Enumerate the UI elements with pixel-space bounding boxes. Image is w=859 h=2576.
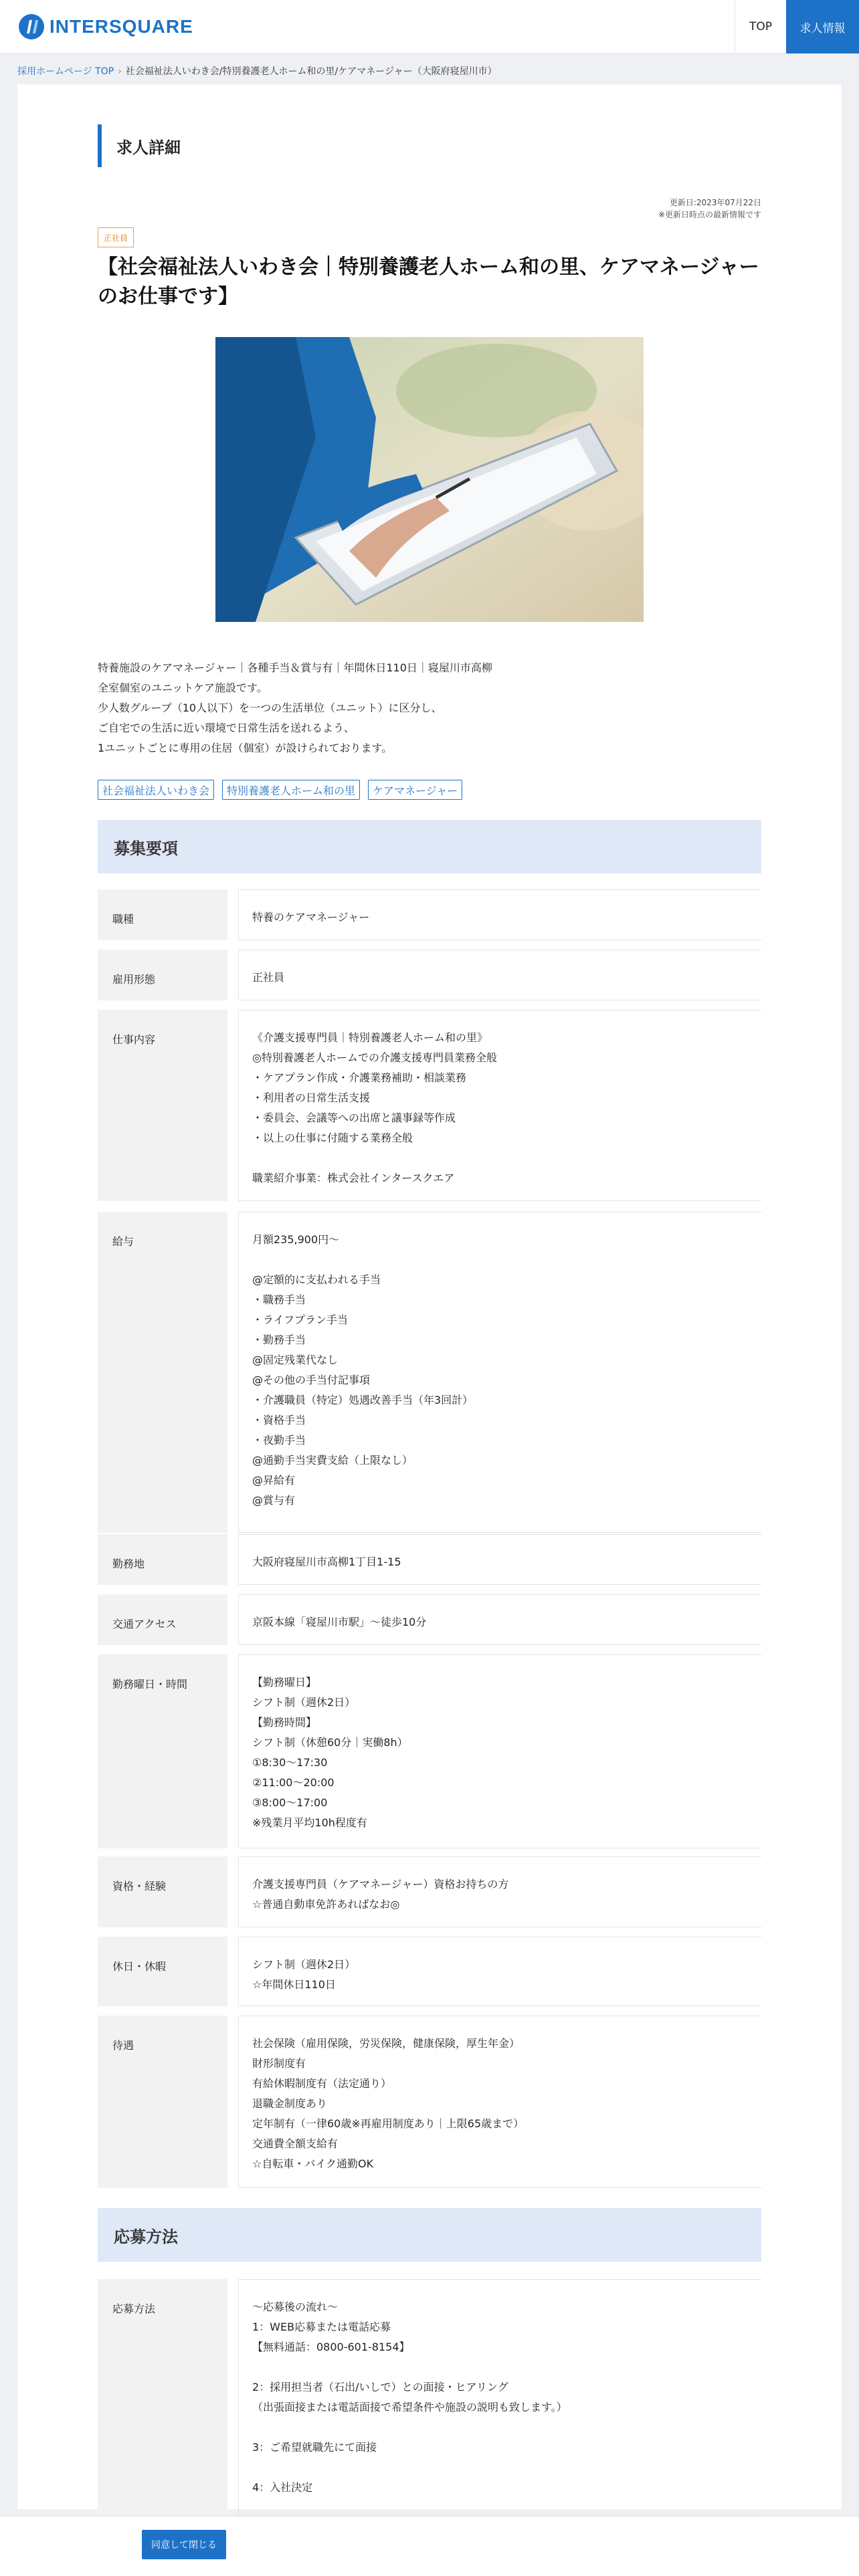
row-label: 勤務地 (98, 1534, 227, 1585)
row-value: 【勤務曜日】 シフト制（週休2日） 【勤務時間】 シフト制（休憩60分｜実働8h） ①8:30〜17:30 ②11:00〜20:00 ③8:00〜17:00 ※残業月平均10h程度有 (238, 1654, 761, 1848)
job-tags (98, 780, 462, 800)
summary-line: ご自宅での生活に近い環境で日常生活を送れるよう、 (98, 722, 355, 734)
nav-jobs-link[interactable]: 求人情報 (786, 0, 859, 53)
row-value: 京阪本線「寝屋川市駅」〜徒歩10分 (238, 1594, 761, 1645)
detail-row-job-description (98, 1010, 761, 1201)
row-value: 月額235,900円〜 @定額的に支払われる手当 ・職務手当 ・ライフプラン手当 ・勤務手当 @固定残業代なし @その他の手当付記事項 ・介護職員（特定）処遇改善手当（年3回計） ・資格手当 ・夜勤手当 @通勤手当実費支給（上限なし） @昇給有 @賞与有 (238, 1212, 761, 1533)
nav-top-link[interactable]: TOP (735, 0, 786, 53)
detail-row-holidays (98, 1937, 761, 2006)
row-label: 仕事内容 (98, 1010, 227, 1201)
breadcrumb (17, 64, 497, 78)
row-value: シフト制（週休2日） ☆年間休日110日 (238, 1937, 761, 2006)
row-value: 〜応募後の流れ〜 1：WEB応募または電話応募 【無料通話：0800-601-8154】 2：採用担当者（石出/いしで）との面接・ヒアリング （出張面接または電話面接で希望条件や施設の説明も致します。） 3：ご希望就職先にて面接 4：入社決定 (238, 2279, 761, 2516)
detail-row-access (98, 1594, 761, 1645)
breadcrumb-separator: › (118, 66, 122, 77)
site-header (0, 0, 859, 53)
tag-corporation[interactable]: 社会福祉法人いわき会 (98, 780, 214, 800)
row-label: 待遇 (98, 2016, 227, 2188)
breadcrumb-current: 社会福祉法人いわき会/特別養護老人ホーム和の里/ケアマネージャー（大阪府寝屋川市） (125, 66, 497, 77)
page-heading: 求人詳細 (98, 124, 181, 167)
job-summary (98, 658, 761, 758)
summary-line: 特養施設のケアマネージャー｜各種手当＆賞与有｜年間休日110日｜寝屋川市高柳 (98, 661, 492, 674)
summary-line: 少人数グループ（10人以下）を一つの生活単位（ユニット）に区分し、 (98, 702, 442, 714)
breadcrumb-home-link[interactable]: 採用ホームページ TOP (17, 66, 114, 77)
row-label: 交通アクセス (98, 1594, 227, 1645)
updated-date: 更新日:2023年07月22日 (669, 198, 761, 207)
job-photo (215, 337, 644, 622)
detail-row-benefits (98, 2016, 761, 2188)
detail-row-work-hours (98, 1654, 761, 1848)
logo-mark-icon (17, 13, 45, 41)
updated-info (658, 197, 761, 221)
row-label: 休日・休暇 (98, 1937, 227, 2006)
row-label: 応募方法 (98, 2279, 227, 2516)
row-label: 職種 (98, 889, 227, 940)
row-value: 社会保険（雇用保険，労災保険，健康保険，厚生年金） 財形制度有 有給休暇制度有（法定通り） 退職金制度あり 定年制有（一律60歳※再雇用制度あり｜上限65歳まで） 交通費全額支給有 ☆自転車・バイク通勤OK (238, 2016, 761, 2188)
job-title: 【社会福祉法人いわき会｜特別養護老人ホーム和の里、ケアマネージャーのお仕事です】 (98, 255, 759, 308)
row-label: 勤務曜日・時間 (98, 1654, 227, 1848)
summary-line: 1ユニットごとに専用の住居（個室）が設けられております。 (98, 742, 393, 754)
detail-row-job-type (98, 889, 761, 940)
row-value: 《介護支援専門員｜特別養護老人ホーム和の里》 ◎特別養護老人ホームでの介護支援専門員業務全般 ・ケアプラン作成・介護業務補助・相談業務 ・利用者の日常生活支援 ・委員会、会議等への出席と議事録等作成 ・以上の仕事に付随する業務全般 職業紹介事業：株式会社インタースクエア (238, 1010, 761, 1201)
detail-row-location (98, 1534, 761, 1585)
detail-row-qualifications (98, 1856, 761, 1927)
summary-line: 全室個室のユニットケア施設です。 (98, 681, 268, 694)
tag-facility[interactable]: 特別養護老人ホーム和の里 (222, 780, 360, 800)
row-label: 資格・経験 (98, 1856, 227, 1927)
agree-close-button[interactable]: 同意して閉じる (142, 2530, 226, 2559)
row-value: 正社員 (238, 950, 761, 1000)
employment-type-badge: 正社員 (98, 227, 134, 247)
recruitment-section-heading: 募集要項 (98, 820, 761, 873)
caregiver-clipboard-image (215, 337, 644, 622)
logo-text: INTERSQUARE (50, 16, 193, 37)
row-value: 介護支援専門員（ケアマネージャー）資格お持ちの方 ☆普通自動車免許あればなお◎ (238, 1856, 761, 1927)
row-value: 大阪府寝屋川市高柳1丁目1-15 (238, 1534, 761, 1585)
detail-row-employment-type (98, 950, 761, 1000)
row-label: 雇用形態 (98, 950, 227, 1000)
intersquare-logo[interactable] (17, 12, 193, 41)
updated-note: ※更新日時点の最新情報です (658, 210, 761, 219)
bottom-action-bar (0, 2516, 859, 2576)
application-section-heading: 応募方法 (98, 2208, 761, 2262)
detail-row-salary (98, 1212, 761, 1533)
tag-occupation[interactable]: ケアマネージャー (368, 780, 462, 800)
row-label: 給与 (98, 1212, 227, 1533)
detail-row-application-method (98, 2279, 761, 2516)
row-value: 特養のケアマネージャー (238, 889, 761, 940)
